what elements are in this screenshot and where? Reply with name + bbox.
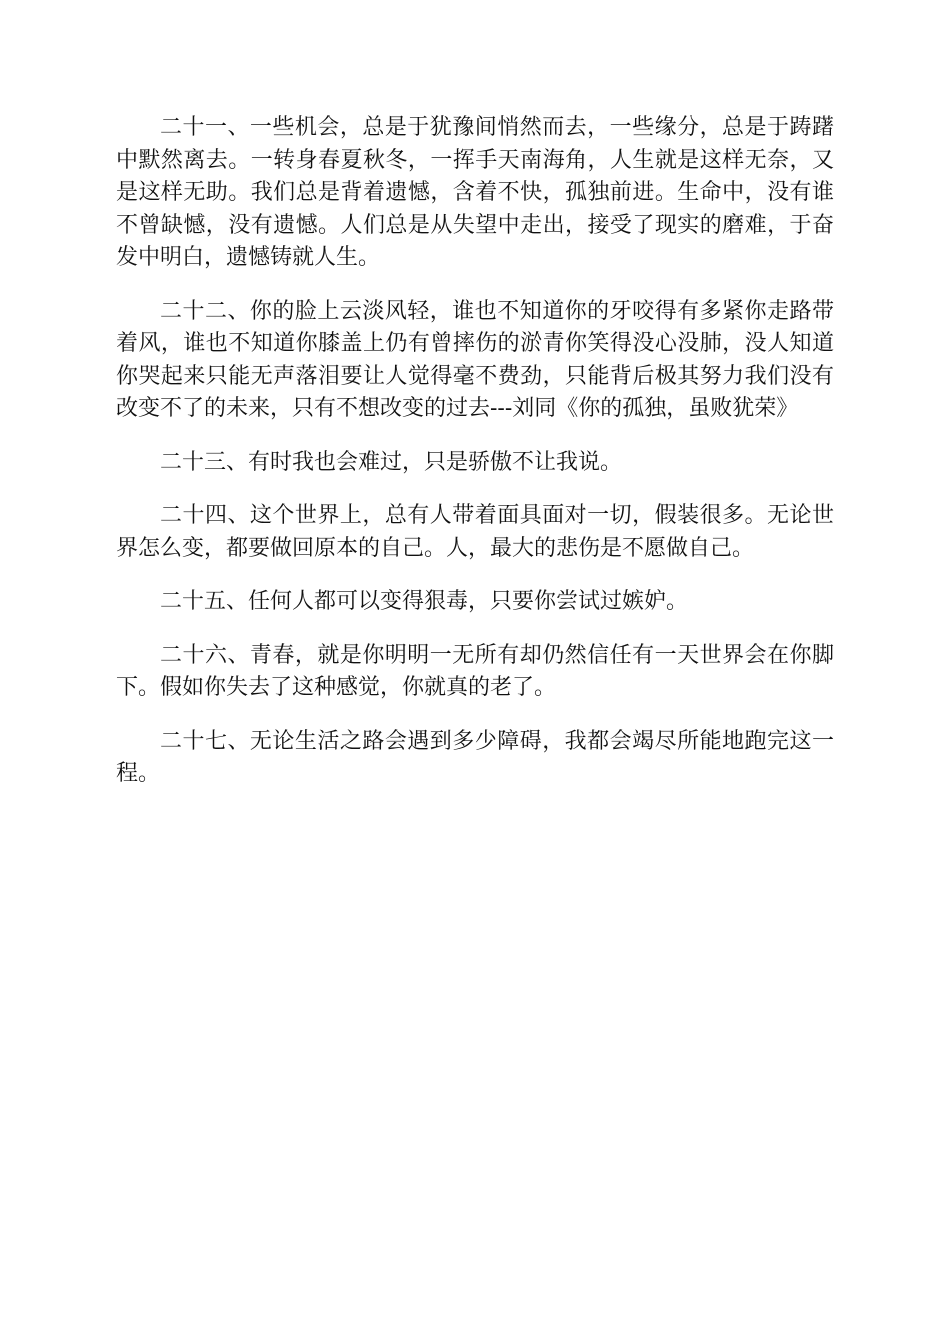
paragraph-24: 二十四、这个世界上，总有人带着面具面对一切，假装很多。无论世界怎么变，都要做回原本的自己。人，最大的悲伤是不愿做自己。 [116, 503, 834, 561]
document-body [116, 112, 834, 812]
paragraph-23: 二十三、有时我也会难过，只是骄傲不让我说。 [160, 449, 623, 475]
paragraph-22: 二十二、你的脸上云淡风轻，谁也不知道你的牙咬得有多紧你走路带着风，谁也不知道你膝盖上仍有曾摔伤的淤青你笑得没心没肺，没人知道你哭起来只能无声落泪要让人觉得毫不费劲，只能背后极其努力我们没有改变不了的未来，只有不想改变的过去---刘同《你的孤独，虽败犹荣》 [116, 298, 834, 421]
paragraph-26: 二十六、青春，就是你明明一无所有却仍然信任有一天世界会在你脚下。假如你失去了这种感觉，你就真的老了。 [116, 642, 834, 700]
paragraph-27: 二十七、无论生活之路会遇到多少障碍，我都会竭尽所能地跑完这一程。 [116, 728, 834, 786]
paragraph-21: 二十一、一些机会，总是于犹豫间悄然而去，一些缘分，总是于踌躇中默然离去。一转身春夏秋冬，一挥手天南海角，人生就是这样无奈，又是这样无助。我们总是背着遗憾，含着不快，孤独前进。生命中，没有谁不曾缺憾，没有遗憾。人们总是从失望中走出，接受了现实的磨难，于奋发中明白，遗憾铸就人生。 [116, 115, 834, 270]
paragraph-25: 二十五、任何人都可以变得狠毒，只要你尝试过嫉妒。 [160, 589, 689, 614]
